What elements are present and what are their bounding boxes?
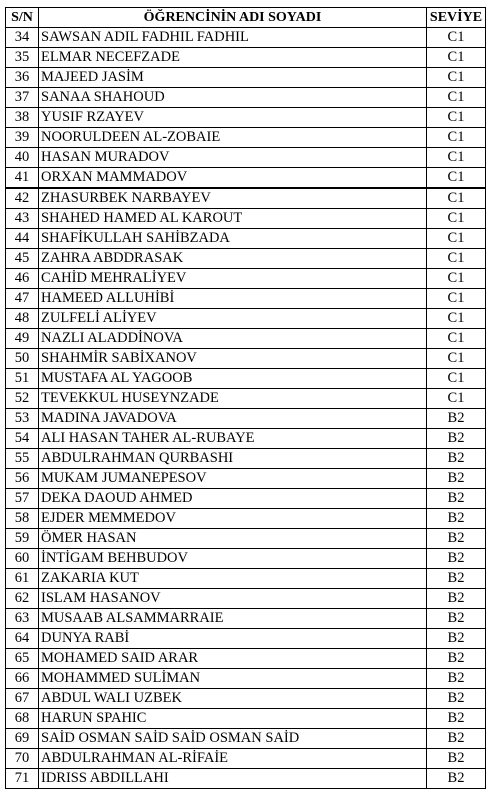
serial-number-cell: 37 (6, 88, 39, 108)
student-name-cell: MUKAM JUMANEPESOV (39, 469, 427, 489)
student-name-column-header: ÖĞRENCİNİN ADI SOYADI (39, 8, 427, 28)
serial-number-cell: 61 (6, 569, 39, 589)
serial-number-cell: 40 (6, 148, 39, 168)
level-cell: C1 (427, 108, 486, 128)
table-row (6, 629, 486, 649)
table-row (6, 209, 486, 229)
serial-number-cell: 46 (6, 269, 39, 289)
table-row (6, 269, 486, 289)
student-name-cell: IDRISS ABDILLAHI (39, 769, 427, 789)
table-body (6, 28, 486, 789)
level-cell: B2 (427, 769, 486, 789)
table-row (6, 469, 486, 489)
level-cell: B2 (427, 729, 486, 749)
student-name-cell: SHAHMİR SABİXANOV (39, 349, 427, 369)
serial-number-cell: 63 (6, 609, 39, 629)
student-name-cell: TEVEKKUL HUSEYNZADE (39, 389, 427, 409)
table-row (6, 649, 486, 669)
student-name-cell: MUSTAFA AL YAGOOB (39, 369, 427, 389)
level-cell: C1 (427, 209, 486, 229)
student-name-cell: NOORULDEEN AL-ZOBAIE (39, 128, 427, 148)
level-cell: C1 (427, 88, 486, 108)
student-name-cell: MOHAMED SAID ARAR (39, 649, 427, 669)
serial-number-cell: 60 (6, 549, 39, 569)
table-row (6, 409, 486, 429)
table-row (6, 769, 486, 789)
level-cell: C1 (427, 389, 486, 409)
serial-number-cell: 55 (6, 449, 39, 469)
level-cell: B2 (427, 569, 486, 589)
table-row (6, 569, 486, 589)
serial-number-cell: 49 (6, 329, 39, 349)
level-cell: C1 (427, 309, 486, 329)
serial-number-cell: 44 (6, 229, 39, 249)
student-name-cell: HARUN SPAHIC (39, 709, 427, 729)
level-cell: B2 (427, 669, 486, 689)
table-row (6, 28, 486, 48)
level-cell: B2 (427, 509, 486, 529)
table-row (6, 609, 486, 629)
sn-column-header: S/N (6, 8, 39, 28)
level-cell: C1 (427, 229, 486, 249)
level-cell: C1 (427, 48, 486, 68)
level-cell: B2 (427, 529, 486, 549)
level-cell: C1 (427, 168, 486, 189)
serial-number-cell: 70 (6, 749, 39, 769)
serial-number-cell: 34 (6, 28, 39, 48)
level-cell: B2 (427, 709, 486, 729)
student-list-sheet (5, 7, 486, 789)
student-name-cell: CAHİD MEHRALİYEV (39, 269, 427, 289)
serial-number-cell: 47 (6, 289, 39, 309)
level-cell: C1 (427, 249, 486, 269)
table-row (6, 489, 486, 509)
table-header-row (6, 8, 486, 28)
level-cell: B2 (427, 589, 486, 609)
student-name-cell: DEKA DAOUD AHMED (39, 489, 427, 509)
table-row (6, 168, 486, 189)
student-name-cell: NAZLI ALADDİNOVA (39, 329, 427, 349)
student-level-table (5, 7, 486, 789)
level-cell: C1 (427, 329, 486, 349)
serial-number-cell: 54 (6, 429, 39, 449)
level-cell: B2 (427, 609, 486, 629)
level-cell: C1 (427, 128, 486, 148)
serial-number-cell: 52 (6, 389, 39, 409)
level-cell: C1 (427, 269, 486, 289)
level-cell: C1 (427, 369, 486, 389)
table-row (6, 349, 486, 369)
level-cell: C1 (427, 188, 486, 209)
level-cell: C1 (427, 349, 486, 369)
level-column-header: SEVİYE (427, 8, 486, 28)
serial-number-cell: 38 (6, 108, 39, 128)
table-row (6, 429, 486, 449)
serial-number-cell: 58 (6, 509, 39, 529)
table-row (6, 229, 486, 249)
student-name-cell: MADINA JAVADOVA (39, 409, 427, 429)
serial-number-cell: 35 (6, 48, 39, 68)
level-cell: C1 (427, 68, 486, 88)
table-row (6, 309, 486, 329)
level-cell: B2 (427, 429, 486, 449)
student-name-cell: ZULFELİ ALİYEV (39, 309, 427, 329)
level-cell: C1 (427, 289, 486, 309)
student-name-cell: HASAN MURADOV (39, 148, 427, 168)
student-name-cell: ZAHRA ABDDRASAK (39, 249, 427, 269)
level-cell: B2 (427, 749, 486, 769)
table-row (6, 369, 486, 389)
table-row (6, 689, 486, 709)
student-name-cell: MUSAAB ALSAMMARRAIE (39, 609, 427, 629)
student-name-cell: İNTİGAM BEHBUDOV (39, 549, 427, 569)
level-cell: B2 (427, 689, 486, 709)
table-row (6, 669, 486, 689)
student-name-cell: ABDULRAHMAN AL-RİFAİE (39, 749, 427, 769)
serial-number-cell: 57 (6, 489, 39, 509)
level-cell: C1 (427, 148, 486, 168)
table-row (6, 509, 486, 529)
student-name-cell: SAWSAN ADIL FADHIL FADHIL (39, 28, 427, 48)
table-row (6, 749, 486, 769)
student-name-cell: YUSIF RZAYEV (39, 108, 427, 128)
serial-number-cell: 43 (6, 209, 39, 229)
student-name-cell: ABDULRAHMAN QURBASHI (39, 449, 427, 469)
student-name-cell: EJDER MEMMEDOV (39, 509, 427, 529)
serial-number-cell: 56 (6, 469, 39, 489)
table-row (6, 249, 486, 269)
student-name-cell: DUNYA RABİ (39, 629, 427, 649)
table-row (6, 529, 486, 549)
student-name-cell: SAİD OSMAN SAİD SAİD OSMAN SAİD (39, 729, 427, 749)
serial-number-cell: 67 (6, 689, 39, 709)
serial-number-cell: 64 (6, 629, 39, 649)
serial-number-cell: 69 (6, 729, 39, 749)
student-name-cell: ÖMER HASAN (39, 529, 427, 549)
serial-number-cell: 45 (6, 249, 39, 269)
student-name-cell: ISLAM HASANOV (39, 589, 427, 609)
serial-number-cell: 36 (6, 68, 39, 88)
level-cell: B2 (427, 629, 486, 649)
table-row (6, 48, 486, 68)
serial-number-cell: 65 (6, 649, 39, 669)
student-name-cell: SHAFİKULLAH SAHİBZADA (39, 229, 427, 249)
table-row (6, 148, 486, 168)
level-cell: B2 (427, 649, 486, 669)
table-row (6, 549, 486, 569)
serial-number-cell: 53 (6, 409, 39, 429)
serial-number-cell: 62 (6, 589, 39, 609)
student-name-cell: SHAHED HAMED AL KAROUT (39, 209, 427, 229)
serial-number-cell: 66 (6, 669, 39, 689)
table-row (6, 709, 486, 729)
table-row (6, 589, 486, 609)
student-name-cell: ZHASURBEK NARBAYEV (39, 188, 427, 209)
student-name-cell: SANAA SHAHOUD (39, 88, 427, 108)
level-cell: B2 (427, 489, 486, 509)
level-cell: C1 (427, 28, 486, 48)
table-row (6, 68, 486, 88)
serial-number-cell: 50 (6, 349, 39, 369)
student-name-cell: ORXAN MAMMADOV (39, 168, 427, 189)
serial-number-cell: 59 (6, 529, 39, 549)
table-row (6, 289, 486, 309)
student-name-cell: ABDUL WALI UZBEK (39, 689, 427, 709)
table-row (6, 449, 486, 469)
table-row (6, 108, 486, 128)
table-row (6, 389, 486, 409)
student-name-cell: MAJEED JASİM (39, 68, 427, 88)
level-cell: B2 (427, 469, 486, 489)
table-row (6, 128, 486, 148)
serial-number-cell: 48 (6, 309, 39, 329)
serial-number-cell: 41 (6, 168, 39, 189)
level-cell: B2 (427, 409, 486, 429)
level-cell: B2 (427, 449, 486, 469)
table-row (6, 329, 486, 349)
serial-number-cell: 42 (6, 188, 39, 209)
serial-number-cell: 51 (6, 369, 39, 389)
table-row (6, 729, 486, 749)
table-row (6, 188, 486, 209)
serial-number-cell: 68 (6, 709, 39, 729)
student-name-cell: ALI HASAN TAHER AL-RUBAYE (39, 429, 427, 449)
student-name-cell: ZAKARIA KUT (39, 569, 427, 589)
student-name-cell: ELMAR NECEFZADE (39, 48, 427, 68)
serial-number-cell: 39 (6, 128, 39, 148)
table-row (6, 88, 486, 108)
level-cell: B2 (427, 549, 486, 569)
serial-number-cell: 71 (6, 769, 39, 789)
student-name-cell: HAMEED ALLUHİBİ (39, 289, 427, 309)
student-name-cell: MOHAMMED SULİMAN (39, 669, 427, 689)
